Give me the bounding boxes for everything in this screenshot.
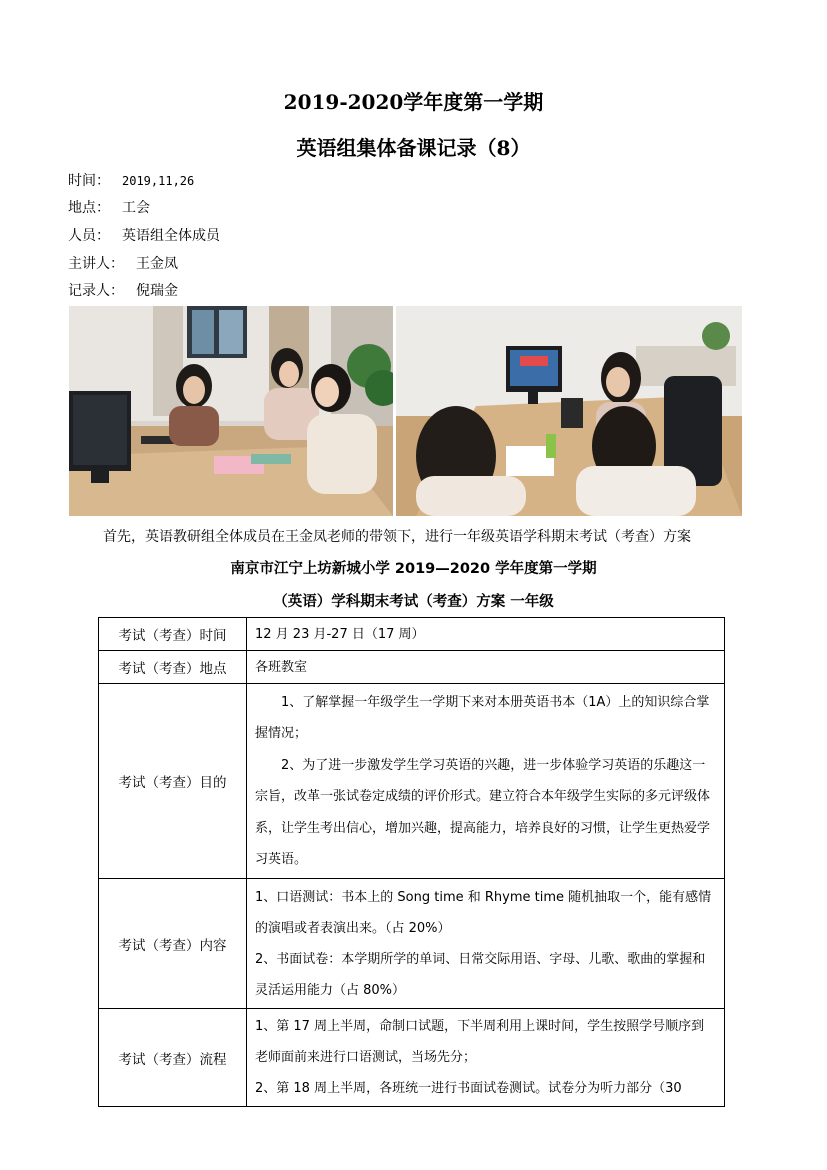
row-line: 2、为了进一步激发学生学习英语的兴趣，进一步体验学习英语的乐趣这一宗旨，改革一张试卷定成绩的评价形式。建立符合本年级学生实际的多元评级体系，让学生考出信心，增加兴趣，提高能力，培养良好的习惯，让学生更热爱学习英语。 xyxy=(255,757,711,867)
meta-speaker-label: 主讲人： xyxy=(68,256,124,272)
table-row xyxy=(99,684,725,879)
table-row xyxy=(99,879,725,1009)
meta-place xyxy=(68,199,150,217)
row-line: 1、了解掌握一年级学生一学期下来对本册英语书本（1A）上的知识综合掌握情况； xyxy=(255,694,710,741)
meta-recorder xyxy=(68,282,178,300)
meta-time-value: 2019,11,26 xyxy=(122,174,195,188)
row-line: 1、口语测试：书本上的 Song time 和 Rhyme time 随机抽取一个，能有感情的演唱或者表演出来。（占 20%） xyxy=(255,889,712,936)
meta-people-label: 人员： xyxy=(68,228,110,244)
meeting-photo-left xyxy=(69,306,393,516)
row-line: 2、书面试卷：本学期所学的单词、日常交际用语、字母、儿歌、歌曲的掌握和灵活运用能力（占 80%） xyxy=(255,951,706,998)
meta-speaker-value: 王金凤 xyxy=(136,256,178,272)
school-title: 南京市江宁上坊新城小学 2019—2020 学年度第一学期 xyxy=(230,561,597,577)
meta-place-label: 地点： xyxy=(68,200,110,216)
row-value xyxy=(247,1009,725,1107)
meta-speaker xyxy=(68,255,178,273)
row-value xyxy=(247,618,725,651)
row-line: 各班教室 xyxy=(255,659,308,675)
intro-paragraph: 首先，英语教研组全体成员在王金凤老师的带领下，进行一年级英语学科期末考试（考查）方案 xyxy=(103,529,691,545)
table-row xyxy=(99,618,725,651)
meta-recorder-label: 记录人： xyxy=(68,283,124,299)
row-line: 2、第 18 周上半周，各班统一进行书面试卷测试。试卷分为听力部分（30 xyxy=(255,1081,682,1096)
plan-title: （英语）学科期末考试（考查）方案 一年级 xyxy=(273,594,554,610)
table-row xyxy=(99,651,725,684)
row-value xyxy=(247,879,725,1009)
row-label: 考试（考查）目的 xyxy=(99,684,247,879)
row-value xyxy=(247,651,725,684)
exam-plan-table xyxy=(98,617,725,1107)
document-title: 2019-2020学年度第一学期 xyxy=(283,90,544,114)
meta-recorder-value: 倪瑞金 xyxy=(136,283,178,299)
document-subtitle: 英语组集体备课记录（8） xyxy=(296,136,531,160)
meta-time-label: 时间： xyxy=(68,173,110,189)
meta-people-value: 英语组全体成员 xyxy=(122,228,220,244)
row-value xyxy=(247,684,725,879)
meeting-photo-right xyxy=(396,306,742,516)
row-label: 考试（考查）时间 xyxy=(99,618,247,651)
row-label: 考试（考查）地点 xyxy=(99,651,247,684)
meta-place-value: 工会 xyxy=(122,200,150,216)
row-line: 1、第 17 周上半周，命制口试题，下半周利用上课时间，学生按照学号顺序到老师面前来进行口语测试，当场先分； xyxy=(255,1019,705,1065)
meta-people xyxy=(68,227,220,245)
meta-time xyxy=(68,172,194,190)
row-line: 12 月 23 月-27 日（17 周） xyxy=(255,626,425,642)
row-label: 考试（考查）内容 xyxy=(99,879,247,1009)
row-label: 考试（考查）流程 xyxy=(99,1009,247,1107)
table-row xyxy=(99,1009,725,1107)
